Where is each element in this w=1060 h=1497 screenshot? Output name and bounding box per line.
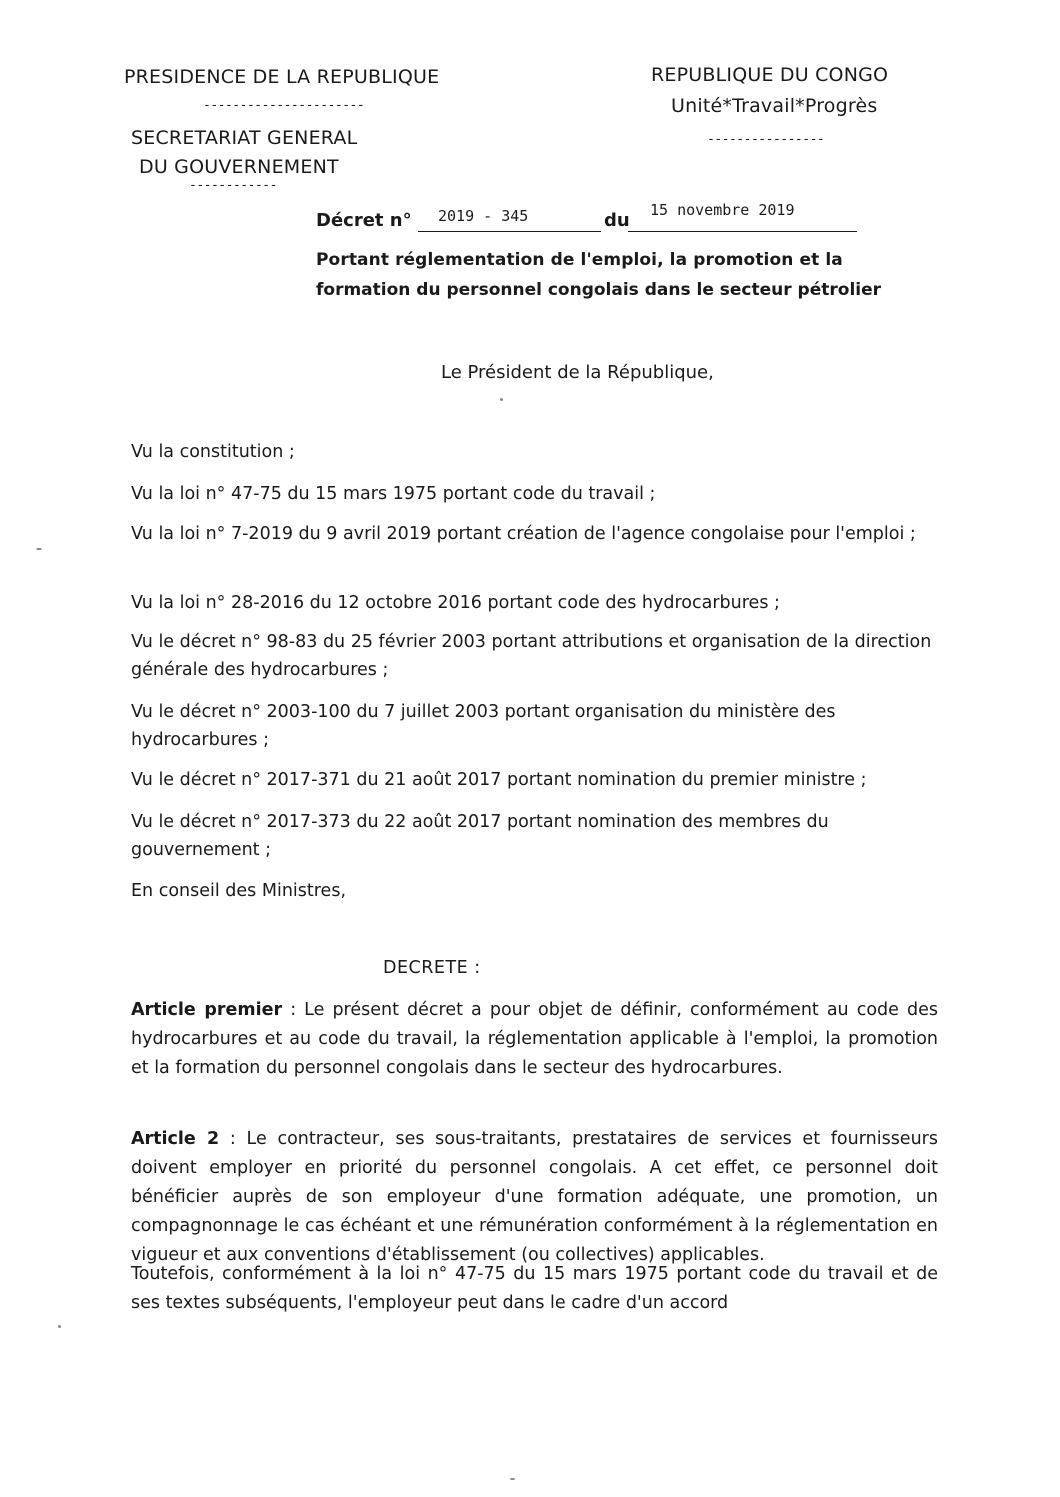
header-divider: ----------------------	[203, 98, 365, 113]
article-label: Article 2	[131, 1129, 220, 1149]
visa-item: Vu la loi n° 47-75 du 15 mars 1975 portant code du travail ;	[131, 484, 656, 504]
visa-item: Vu la loi n° 28-2016 du 12 octobre 2016 portant code des hydrocarbures ;	[131, 593, 780, 613]
article-2	[131, 1125, 938, 1270]
article-label: Article premier	[131, 1000, 283, 1020]
decree-date: 15 novembre 2019	[650, 201, 795, 219]
closing-paragraph: Toutefois, conformément à la loi n° 47-75 du 15 mars 1975 portant code du travail et de ses textes subséquents, l'employeur peut dans le cadre d'un accord	[131, 1264, 938, 1313]
article-text: : Le contracteur, ses sous-traitants, prestataires de services et fournisseurs doivent employer en priorité du personnel congolais. A cet effet, ce personnel doit bénéficier auprès de son employeur d'une formation adéquate, une promotion, un compagnonnage le cas échéant et une rémunération conformément à la réglementation en vigueur et aux conventions d'établissement (ou collectives) applicables.	[131, 1129, 938, 1265]
decree-subject-line2: formation du personnel congolais dans le secteur pétrolier	[316, 280, 882, 300]
decrete-heading: DECRETE :	[383, 958, 481, 978]
visa-item: Vu la loi n° 7-2019 du 9 avril 2019 portant création de l'agence congolaise pour l'emploi ;	[131, 524, 916, 544]
scan-speck	[58, 1325, 61, 1328]
republique-heading: REPUBLIQUE DU CONGO	[651, 64, 889, 86]
decree-number: 2019 - 345	[438, 207, 529, 225]
header-divider: ----------------	[707, 132, 825, 147]
decree-label: Décret n°	[316, 210, 412, 231]
gouvernement-heading: DU GOUVERNEMENT	[139, 156, 339, 178]
presidence-heading: PRESIDENCE DE LA REPUBLIQUE	[124, 66, 440, 88]
article-1	[131, 996, 938, 1083]
header-divider: ------------	[189, 178, 277, 193]
decree-subject-line1: Portant réglementation de l'emploi, la promotion et la	[316, 250, 843, 270]
president-line: Le Président de la République,	[441, 362, 714, 383]
secretariat-heading: SECRETARIAT GENERAL	[131, 127, 358, 149]
decree-du-label: du	[604, 210, 630, 231]
scan-speck	[510, 1478, 515, 1480]
motto: Unité*Travail*Progrès	[671, 95, 878, 117]
visa-item: Vu le décret n° 2017-371 du 21 août 2017 portant nomination du premier ministre ;	[131, 770, 867, 790]
visa-item: Vu le décret n° 98-83 du 25 février 2003 portant attributions et organisation de la direction générale des hydrocarbures ;	[131, 632, 932, 680]
decree-date-line	[628, 231, 857, 232]
article-text: : Le présent décret a pour objet de définir, conformément au code des hydrocarbures et au code du travail, la réglementation applicable à l'emploi, la promotion et la formation du personnel congolais dans le secteur des hydrocarbures.	[131, 1000, 938, 1078]
visa-item: Vu la constitution ;	[131, 442, 295, 462]
visa-item: Vu le décret n° 2003-100 du 7 juillet 2003 portant organisation du ministère des hydrocarbures ;	[131, 702, 836, 750]
visa-item: En conseil des Ministres,	[131, 881, 347, 901]
visa-item: Vu le décret n° 2017-373 du 22 août 2017 portant nomination des membres du gouvernement ;	[131, 812, 829, 860]
decree-number-line	[418, 231, 601, 232]
scan-speck	[36, 548, 42, 550]
scan-speck	[500, 398, 503, 401]
